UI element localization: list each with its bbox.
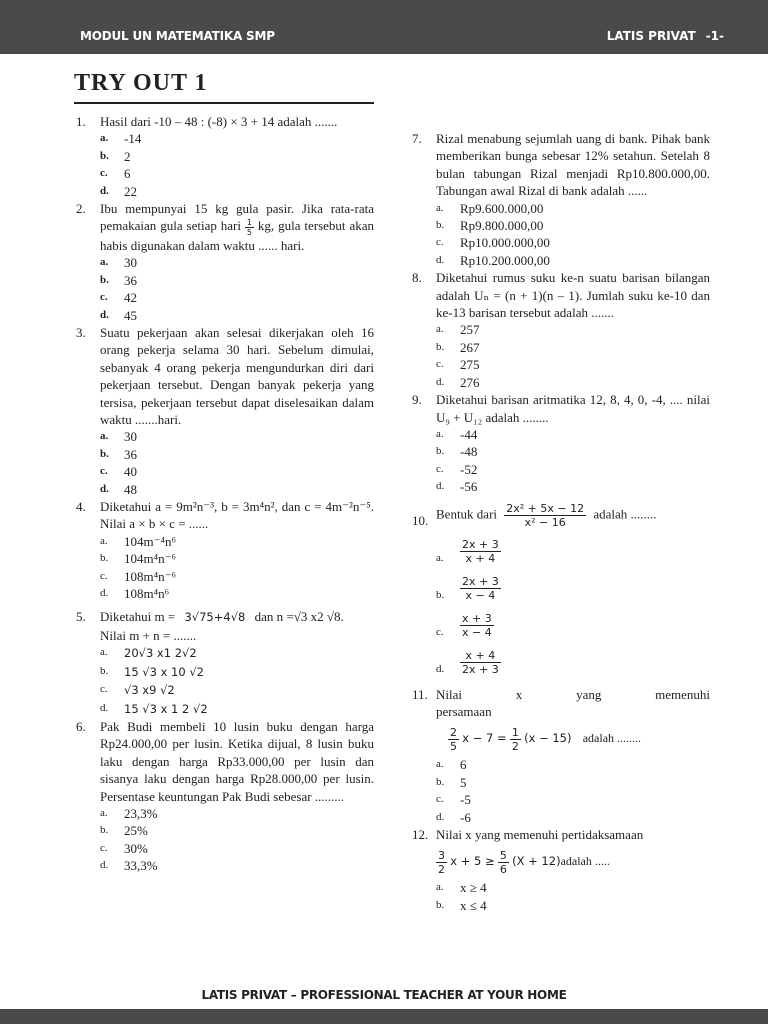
option-letter: c. <box>100 465 108 478</box>
module-title: MODUL UN MATEMATIKA SMP <box>80 29 275 43</box>
fraction <box>460 575 501 602</box>
option[interactable] <box>412 774 710 791</box>
question-5 <box>76 608 374 644</box>
question-text: Nilai x yang memenuhi pertidaksamaan <box>436 826 644 842</box>
question-6 <box>76 718 374 805</box>
question-12 <box>412 826 710 843</box>
question-text: Nilai x yang memenuhi persamaan <box>436 686 710 719</box>
option-text: 23,3% <box>124 805 158 821</box>
option-letter: c. <box>100 167 108 180</box>
question-text: adalah ........ <box>593 506 657 522</box>
option[interactable] <box>76 428 374 445</box>
question-number: 3. <box>76 324 86 340</box>
option[interactable] <box>76 289 374 306</box>
page-title: TRY OUT 1 <box>74 70 208 96</box>
denominator: 2 <box>438 862 445 876</box>
left-column <box>76 113 374 875</box>
option-letter: a. <box>436 551 444 564</box>
option-letter: a. <box>100 534 108 547</box>
question-10 <box>412 502 710 538</box>
option-letter: d. <box>100 587 109 600</box>
option[interactable] <box>76 481 374 498</box>
page-header <box>0 0 768 54</box>
math-expression: (X + 12) <box>512 854 561 869</box>
question-11 <box>412 686 710 721</box>
option-letter: b. <box>436 775 445 788</box>
option-text: 40 <box>124 464 137 480</box>
option[interactable] <box>412 612 710 649</box>
brand-name: LATIS PRIVAT <box>606 29 696 43</box>
fraction <box>448 726 459 753</box>
option-text: 36 <box>124 446 137 462</box>
option-letter: a. <box>436 323 444 336</box>
option-text: 104m⁴n⁻⁶ <box>124 551 177 567</box>
option[interactable] <box>76 840 374 857</box>
fraction <box>460 649 501 676</box>
option-letter: d. <box>100 184 109 197</box>
question-text: Diketahui a = 9m²n⁻³, b = 3m⁴n², dan c = 4m⁻²n⁻⁵. Nilai a × b × c = ...... <box>100 499 374 532</box>
question-text: Diketahui m = <box>100 609 176 625</box>
option-text: x ≥ 4 <box>460 880 487 896</box>
option-letter: a. <box>436 881 444 894</box>
denominator: x − 4 <box>462 625 492 639</box>
option-text: 267 <box>460 339 480 355</box>
question-3 <box>76 324 374 428</box>
equation <box>412 843 710 879</box>
fraction <box>504 502 586 529</box>
option-text: 25% <box>124 823 148 839</box>
option-text: 5 <box>460 774 467 790</box>
numerator: 3 <box>438 848 445 862</box>
math-expression: x − 7 = <box>462 731 507 746</box>
math-expression: (x − 15) <box>524 731 572 746</box>
question-text: dan n =√3 x2 √8. <box>254 609 344 625</box>
option-text: 30 <box>124 429 137 445</box>
question-number: 11. <box>412 686 428 702</box>
option-text: x ≤ 4 <box>460 897 487 913</box>
option[interactable] <box>412 879 710 896</box>
option-text: √3 x9 √2 <box>124 683 175 698</box>
math-expression: x + 5 ≥ <box>450 854 495 869</box>
denominator: x − 4 <box>465 588 496 602</box>
fraction <box>498 849 509 876</box>
fraction <box>245 218 254 237</box>
numerator: 2x + 3 <box>462 574 499 588</box>
option[interactable] <box>412 897 710 914</box>
option[interactable] <box>76 272 374 289</box>
question-text: Bentuk dari <box>436 506 498 522</box>
option[interactable] <box>412 538 710 575</box>
option-letter: c. <box>100 569 108 582</box>
option-text: 276 <box>460 374 480 390</box>
option-text: -52 <box>460 461 478 477</box>
option[interactable] <box>76 550 374 567</box>
option[interactable] <box>76 805 374 822</box>
option[interactable] <box>76 446 374 463</box>
option-text: -5 <box>460 792 471 808</box>
fraction <box>436 849 447 876</box>
option[interactable] <box>412 649 710 686</box>
equation <box>412 720 710 756</box>
option-letter: a. <box>100 430 109 443</box>
option-letter: c. <box>436 462 444 475</box>
option[interactable] <box>76 681 374 699</box>
question-8 <box>412 269 710 321</box>
brand-label <box>607 29 724 43</box>
option[interactable] <box>76 700 374 718</box>
question-text: Nilai m + n = ....... <box>100 627 197 643</box>
option-letter: b. <box>100 447 109 460</box>
option[interactable] <box>412 461 710 478</box>
option-text: 257 <box>460 322 480 338</box>
option-text: 30% <box>124 840 148 856</box>
option[interactable] <box>412 217 710 234</box>
option[interactable] <box>76 644 374 662</box>
option-letter: b. <box>436 219 445 232</box>
option[interactable] <box>412 374 710 391</box>
question-number: 10. <box>412 512 429 528</box>
numerator: x + 3 <box>462 611 492 625</box>
question-text: Diketahui barisan aritmatika 12, 8, 4, 0, -4, .... nilai U₉ + U₁₂ adalah ........ <box>436 392 710 425</box>
option[interactable] <box>412 575 710 612</box>
option[interactable] <box>412 426 710 443</box>
option-letter: b. <box>436 588 445 601</box>
option[interactable] <box>76 130 374 147</box>
option[interactable] <box>412 356 710 373</box>
option-letter: a. <box>100 806 108 819</box>
question-number: 9. <box>412 392 422 408</box>
option-text: 108m⁴n⁻⁶ <box>124 568 177 584</box>
option[interactable] <box>412 234 710 251</box>
numerator: 2x + 3 <box>462 537 499 551</box>
option-text: -14 <box>124 131 142 147</box>
option[interactable] <box>76 822 374 839</box>
fraction <box>510 726 521 753</box>
numerator: 1 <box>511 725 519 739</box>
option[interactable] <box>76 148 374 165</box>
option-text: Rp10.200.000,00 <box>460 252 550 268</box>
question-text: Rizal menabung sejumlah uang di bank. Pihak bank memberikan bunga sebesar 12% setahun. Setelah 8 bulan tabungan Rizal menjadi Rp10.800.000,00. Tabungan awal Rizal di bank adalah ...... <box>436 131 710 199</box>
option-letter: b. <box>436 445 445 458</box>
option-letter: b. <box>100 149 109 162</box>
option[interactable] <box>412 756 710 773</box>
option-letter: d. <box>436 253 445 266</box>
option-text: 22 <box>124 183 137 199</box>
option-text: -48 <box>460 444 478 460</box>
option-letter: c. <box>100 841 108 854</box>
option-letter: c. <box>436 625 444 638</box>
option[interactable] <box>412 809 710 826</box>
option-letter: b. <box>436 898 445 911</box>
option-letter: b. <box>100 273 109 286</box>
option-text: 48 <box>124 481 137 497</box>
option-letter: d. <box>436 375 445 388</box>
question-text: Hasil dari -10 – 48 : (-8) × 3 + 14 adalah ....... <box>100 114 338 129</box>
option-letter: b. <box>100 552 109 565</box>
option-text: 108m⁴n⁶ <box>124 586 170 602</box>
question-1 <box>76 113 374 130</box>
question-text: kg, gula tersebut akan habis digunakan dalam waktu ...... hari. <box>100 218 374 253</box>
option-letter: d. <box>436 480 445 493</box>
option[interactable] <box>76 183 374 200</box>
option-letter: a. <box>100 646 108 659</box>
question-number: 4. <box>76 499 86 515</box>
option-text: Rp10.000.000,00 <box>460 235 550 251</box>
option[interactable] <box>76 165 374 182</box>
option[interactable] <box>76 533 374 550</box>
option-text: 6 <box>460 757 467 773</box>
math-expression: 3√75+4√8 <box>184 610 246 625</box>
numerator: x + 4 <box>460 649 501 663</box>
option-letter: a. <box>100 256 109 269</box>
option[interactable] <box>412 791 710 808</box>
numerator: 5 <box>499 848 507 862</box>
option[interactable] <box>76 254 374 271</box>
option[interactable] <box>412 252 710 269</box>
option-text: 275 <box>460 357 480 373</box>
question-number: 6. <box>76 718 86 734</box>
fraction <box>460 612 494 639</box>
question-text: Pak Budi membeli 10 lusin buku dengan harga Rp24.000,00 per lusin. Ketika dijual, 8 lusin buku laku dengan harga Rp33.000,00 per lusin dan sisanya laku dengan harga Rp28.000,00 per lusin. Persentase keuntungan Pak Budi sebesar ......... <box>100 718 374 804</box>
option[interactable] <box>412 339 710 356</box>
option-text: 36 <box>124 272 137 288</box>
option-letter: d. <box>100 482 109 495</box>
denominator: 2x + 3 <box>462 662 499 676</box>
numerator: 2 <box>450 725 457 739</box>
option[interactable] <box>76 307 374 324</box>
option[interactable] <box>412 321 710 338</box>
question-text: adalah ..... <box>560 854 610 869</box>
option[interactable] <box>76 568 374 585</box>
option-letter: c. <box>100 683 108 696</box>
option-letter: a. <box>436 758 444 771</box>
option[interactable] <box>76 663 374 681</box>
title-underline <box>74 102 374 104</box>
question-text: Diketahui rumus suku ke-n suatu barisan bilangan adalah Uₙ = (n + 1)(n – 1). Jumlah suku ke-10 dan ke-13 barisan tersebut adalah ....... <box>436 270 710 321</box>
question-9 <box>412 391 710 426</box>
option-letter: b. <box>100 664 109 677</box>
question-number: 12. <box>412 826 429 842</box>
denominator: x + 4 <box>465 551 496 565</box>
question-text: adalah ........ <box>582 731 642 746</box>
question-4 <box>76 498 374 533</box>
option-letter: a. <box>436 201 444 214</box>
option-text: 42 <box>124 290 137 306</box>
denominator: 5 <box>450 739 457 753</box>
option[interactable] <box>76 857 374 874</box>
question-number: 7. <box>412 131 422 146</box>
question-2 <box>76 200 374 254</box>
option-letter: c. <box>100 291 108 304</box>
option[interactable] <box>412 200 710 217</box>
denominator: 6 <box>499 862 507 876</box>
option-letter: b. <box>100 824 109 837</box>
option-text: 30 <box>124 255 137 271</box>
option[interactable] <box>76 463 374 480</box>
numerator: 1 <box>246 217 252 227</box>
option-text: 104m⁻⁴n⁶ <box>124 533 177 549</box>
denominator: 2 <box>511 739 519 753</box>
page-footer: LATIS PRIVAT – PROFESSIONAL TEACHER AT YOUR HOME <box>201 988 567 1002</box>
question-text: Ibu mempunyai 15 kg gula pasir. Jika rata-rata pemakaian gula setiap hari <box>100 201 374 234</box>
option-letter: d. <box>100 859 109 872</box>
question-number: 1. <box>76 114 86 129</box>
option-text: 2 <box>124 148 131 164</box>
option-text: 45 <box>124 307 137 323</box>
option-text: 15 √3 x 1 2 √2 <box>124 701 208 716</box>
numerator: 2x² + 5x − 12 <box>506 501 585 515</box>
option[interactable] <box>412 443 710 460</box>
denominator: 5 <box>246 227 252 237</box>
question-number: 8. <box>412 270 422 286</box>
question-number: 2. <box>76 201 86 217</box>
option-text: -6 <box>460 809 471 825</box>
option[interactable] <box>412 478 710 495</box>
option-text: 20√3 x1 2√2 <box>124 646 197 661</box>
option-letter: c. <box>436 358 444 371</box>
option-letter: d. <box>436 662 445 675</box>
option-letter: c. <box>436 236 444 249</box>
option-letter: d. <box>436 810 445 823</box>
option-text: 6 <box>124 166 131 182</box>
option[interactable] <box>76 585 374 602</box>
option-text: 15 √3 x 10 √2 <box>124 664 204 679</box>
option-letter: c. <box>436 793 444 806</box>
option-letter: a. <box>100 132 109 145</box>
question-number: 5. <box>76 609 86 625</box>
footer-bar <box>0 1009 768 1024</box>
denominator: x² − 16 <box>524 515 566 529</box>
option-letter: a. <box>436 427 444 440</box>
option-letter: d. <box>100 701 109 714</box>
right-column <box>412 130 710 914</box>
option-text: -56 <box>460 479 478 495</box>
option-text: 33,3% <box>124 858 158 874</box>
question-text: Suatu pekerjaan akan selesai dikerjakan oleh 16 orang pekerja selama 30 hari. Sebelum dimulai, sebanyak 4 orang pekerja mengundurkan diri dari pekerjaan tersebut. Dengan banyak pekerja yang tersisa, pekerjaan tersebut dapat diselesaikan dalam waktu .......hari. <box>100 324 374 428</box>
fraction <box>460 538 501 565</box>
option-letter: b. <box>436 340 445 353</box>
option-letter: d. <box>100 308 109 321</box>
option-text: Rp9.800.000,00 <box>460 218 544 234</box>
option-text: -44 <box>460 426 478 442</box>
page-number: -1- <box>705 29 724 43</box>
option-text: Rp9.600.000,00 <box>460 200 544 216</box>
question-7 <box>412 130 710 200</box>
